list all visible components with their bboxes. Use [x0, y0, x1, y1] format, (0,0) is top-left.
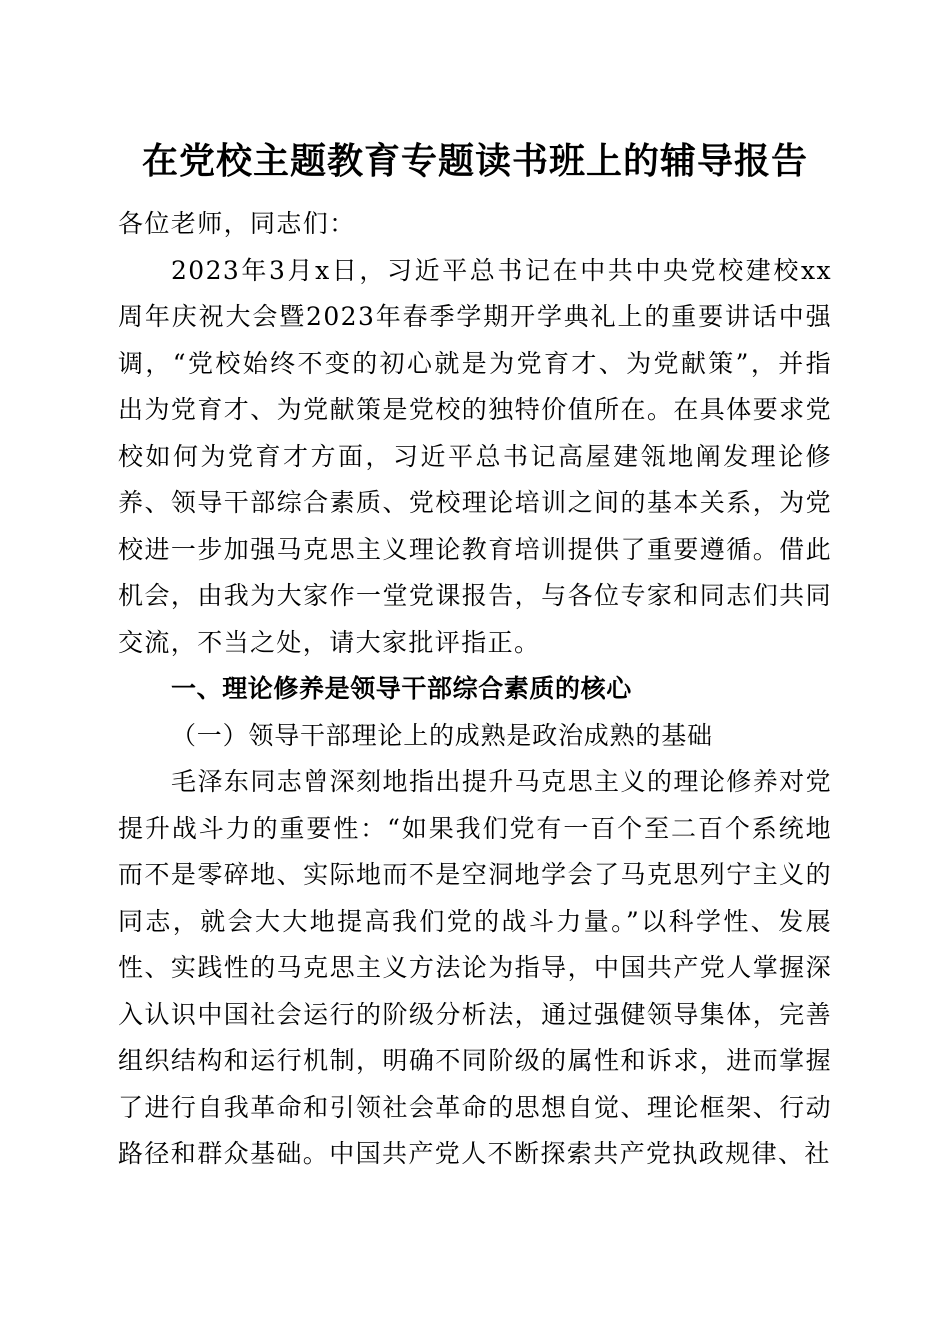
body-paragraph: 毛泽东同志曾深刻地指出提升马克思主义的理论修养对党提升战斗力的重要性：“如果我们党有一百个至二百个系统地而不是零碎地、实际地而不是空洞地学会了马克思列宁主义的同志，就会大大地提高我们党的战斗力量。”以科学性、发展性、实践性的马克思主义方法论为指导，中国共产党人掌握深入认识中国社会运行的阶级分析法，通过强健领导集体，完善组织结构和运行机制，明确不同阶级的属性和诉求，进而掌握了进行自我革命和引领社会革命的思想自觉、理论框架、行动路径和群众基础。中国共产党人不断探索共产党执政规律、社 — [118, 767, 832, 1168]
subsection-heading-1: （一）领导干部理论上的成熟是政治成熟的基础 — [171, 720, 713, 750]
document-title: 在党校主题教育专题读书班上的辅导报告 — [141, 140, 808, 182]
intro-paragraph: 2023年3月x日，习近平总书记在中共中央党校建校xx周年庆祝大会暨2023年春季学期开学典礼上的重要讲话中强调，“党校始终不变的初心就是为党育才、为党献策”，并指出为党育才、为党献策是党校的独特价值所在。在具体要求党校如何为党育才方面，习近平总书记高屋建瓴地阐发理论修养、领导干部综合素质、党校理论培训之间的基本关系，为党校进一步加强马克思主义理论教育培训提供了重要遵循。借此机会，由我为大家作一堂党课报告，与各位专家和同志们共同交流，不当之处，请大家批评指正。 — [118, 255, 832, 657]
section-heading-1: 一、理论修养是领导干部综合素质的核心 — [171, 674, 632, 703]
document-body — [118, 201, 832, 1178]
salutation: 各位老师，同志们： — [118, 209, 356, 238]
